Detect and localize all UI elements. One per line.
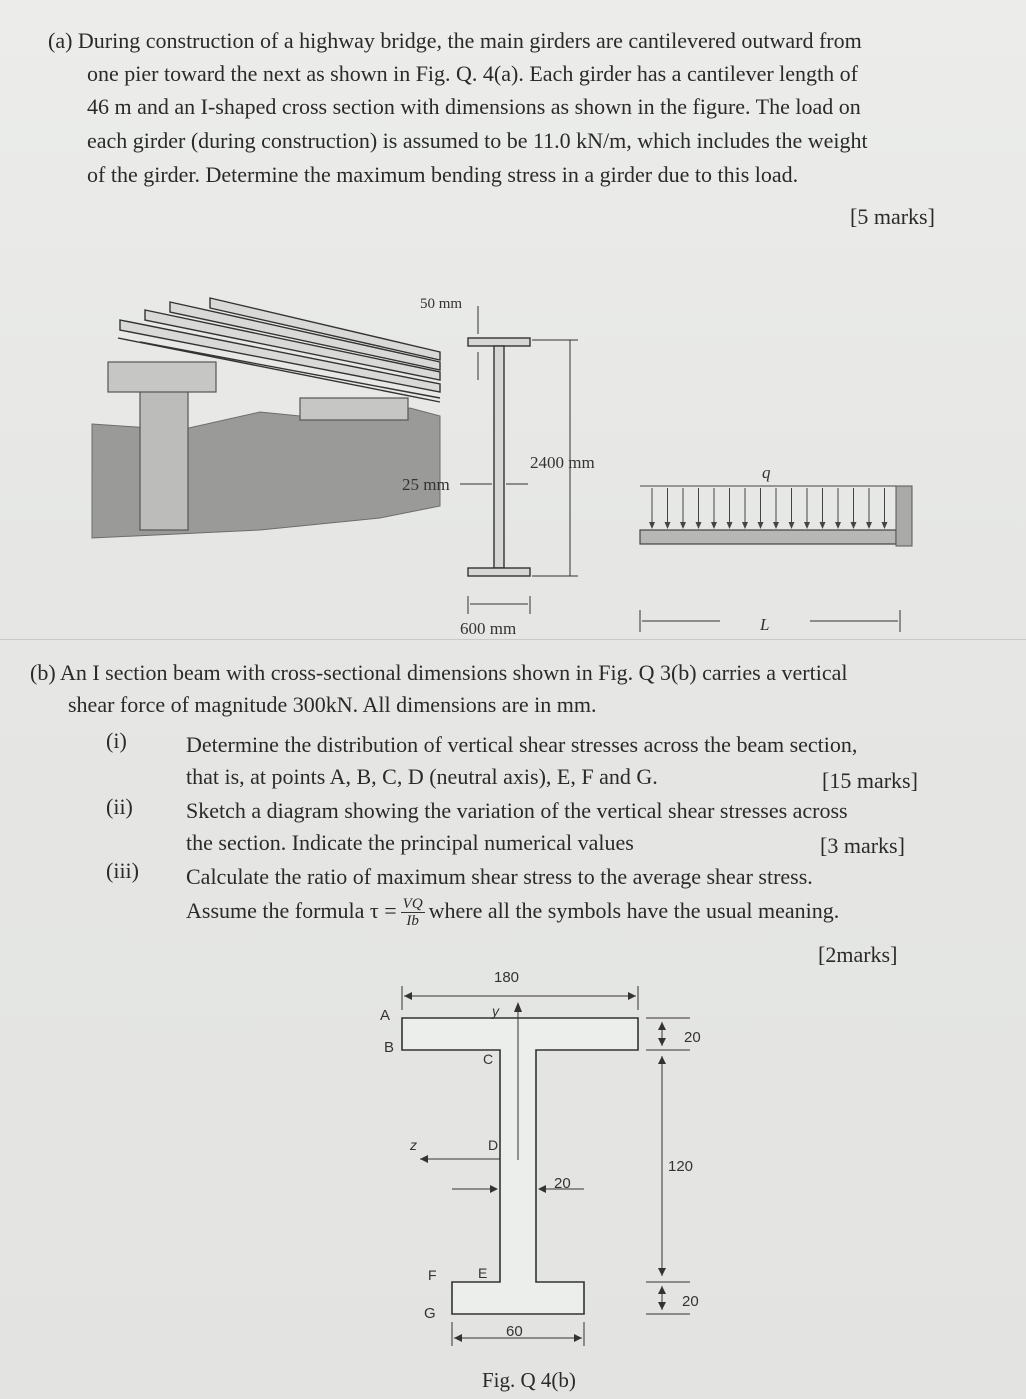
cantilever-beam xyxy=(640,530,896,544)
part-a-line-2: one pier toward the next as shown in Fig. Q. 4(a). Each girder has a cantilever length of xyxy=(87,61,858,86)
item-ii-marks: [3 marks] xyxy=(820,833,905,858)
item-iii-marks: [2marks] xyxy=(818,942,898,967)
part-a-line-5: of the girder. Determine the maximum bending stress in a girder due to this load. xyxy=(87,162,799,187)
z-axis-label: z xyxy=(410,1137,417,1153)
i-section-drawing xyxy=(468,338,530,576)
load-arrow-head xyxy=(820,522,826,529)
formula-fraction xyxy=(401,896,425,929)
page-fold-line xyxy=(0,639,1026,640)
load-arrow-head xyxy=(851,522,857,529)
formula-numerator: VQ xyxy=(402,896,423,913)
length-label: L xyxy=(760,615,770,634)
load-label: q xyxy=(762,463,771,482)
load-arrow-head xyxy=(649,522,655,529)
flange-width-label: 600 mm xyxy=(460,619,517,638)
point-a: A xyxy=(380,1007,391,1024)
formula-denominator: Ib xyxy=(406,913,419,930)
part-a-line-1: (a) During construction of a highway bridge, the main girders are cantilevered outward from xyxy=(48,28,862,53)
load-arrow-head xyxy=(804,522,810,529)
web-height-label: 120 xyxy=(668,1158,694,1175)
item-ii-line-1: Sketch a diagram showing the variation of the vertical shear stresses across xyxy=(186,798,848,823)
load-arrow-head xyxy=(835,522,841,529)
pier-cap xyxy=(108,362,216,392)
item-iii-num: (iii) xyxy=(106,858,139,883)
part-a-line-4: each girder (during construction) is assumed to be 11.0 kN/m, which includes the weight xyxy=(87,128,868,153)
bottom-width-label: 60 xyxy=(506,1323,523,1340)
load-arrow-head xyxy=(680,522,686,529)
next-pier-cap xyxy=(300,398,408,420)
load-arrow-head xyxy=(665,522,671,529)
load-arrow-head xyxy=(866,522,872,529)
point-e: E xyxy=(478,1265,488,1281)
load-arrow-head xyxy=(789,522,795,529)
part-b-intro-1: (b) An I section beam with cross-sectional dimensions shown in Fig. Q 3(b) carries a vertical xyxy=(30,660,848,685)
item-i-line-2: that is, at points A, B, C, D (neutral axis), E, F and G. xyxy=(186,764,658,789)
height-label: 2400 mm xyxy=(530,453,595,472)
web-thickness-label: 25 mm xyxy=(402,475,450,494)
load-arrow-head xyxy=(773,522,779,529)
item-iii-formula-line xyxy=(186,894,839,929)
load-arrow-head xyxy=(742,522,748,529)
formula-post: where all the symbols have the usual meaning. xyxy=(428,898,840,923)
point-f: F xyxy=(428,1267,437,1283)
item-i-line-1: Determine the distribution of vertical shear stresses across the beam section, xyxy=(186,732,858,757)
point-c: C xyxy=(483,1051,494,1067)
figure-caption: Fig. Q 4(b) xyxy=(482,1368,576,1392)
top-flange-label: 20 xyxy=(684,1029,701,1046)
part-b-intro-2: shear force of magnitude 300kN. All dimensions are in mm. xyxy=(68,692,597,717)
y-axis-label: y xyxy=(492,1003,499,1019)
part-a-line-3: 46 m and an I-shaped cross section with dimensions as shown in the figure. The load on xyxy=(87,94,861,119)
section-outline xyxy=(402,1018,638,1314)
bottom-flange-label: 20 xyxy=(682,1293,699,1310)
load-arrow-head xyxy=(696,522,702,529)
point-b: B xyxy=(384,1039,395,1056)
point-g: G xyxy=(424,1305,436,1322)
figure-q4a xyxy=(0,280,1026,640)
load-arrow-head xyxy=(711,522,717,529)
load-arrow-head xyxy=(727,522,733,529)
formula-pre: Assume the formula τ = xyxy=(186,898,397,923)
load-arrow-head xyxy=(758,522,764,529)
point-d: D xyxy=(488,1137,499,1153)
item-ii-num: (ii) xyxy=(106,794,133,819)
pier-column xyxy=(140,380,188,530)
item-i-marks: [15 marks] xyxy=(822,768,918,793)
item-ii-line-2: the section. Indicate the principal numerical values xyxy=(186,830,634,855)
part-a-marks: [5 marks] xyxy=(850,204,935,229)
fixed-support xyxy=(896,486,912,546)
flange-thickness-label: 50 mm xyxy=(420,296,463,312)
web-thickness-label-b: 20 xyxy=(554,1175,571,1192)
figure-q4b xyxy=(0,960,1026,1399)
item-i-num: (i) xyxy=(106,728,127,753)
load-arrow-head xyxy=(882,522,888,529)
top-width-label: 180 xyxy=(494,969,520,986)
item-iii-line-1: Calculate the ratio of maximum shear stress to the average shear stress. xyxy=(186,864,813,889)
